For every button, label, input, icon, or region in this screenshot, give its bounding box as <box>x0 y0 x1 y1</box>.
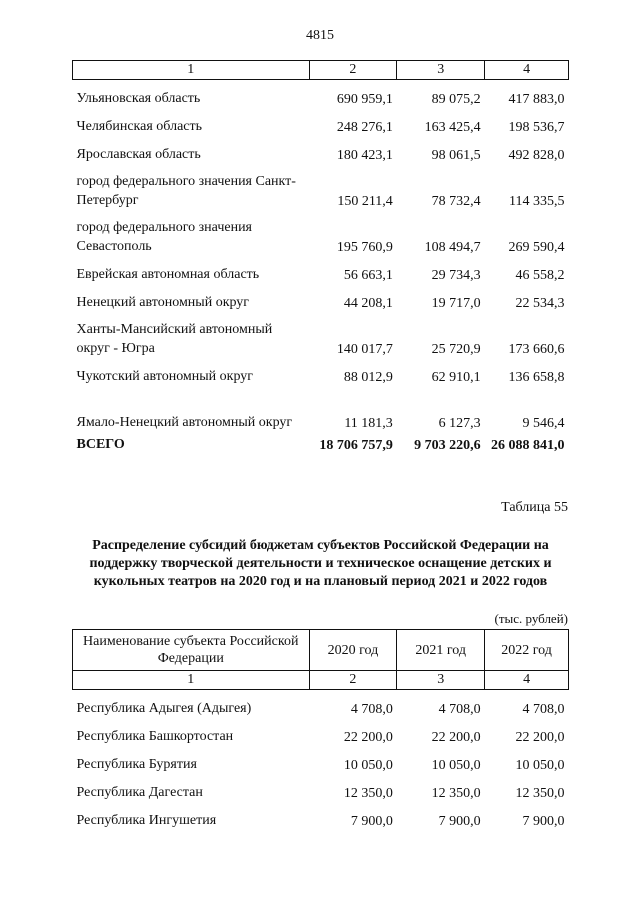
value-2021: 62 910,1 <box>431 370 481 385</box>
value-2022: 46 558,2 <box>515 268 565 283</box>
value-2022: 7 900,0 <box>522 814 565 829</box>
region-name: Челябинская область <box>76 119 202 134</box>
region-name: Чукотский автономный округ <box>76 369 254 384</box>
total-row <box>73 432 569 454</box>
value-2021: 22 200,0 <box>431 730 481 745</box>
column-number: 3 <box>397 61 485 80</box>
column-number: 1 <box>73 671 310 690</box>
value-2020: 10 050,0 <box>343 758 393 773</box>
value-2022: 417 883,0 <box>508 92 565 107</box>
table-row <box>73 136 569 164</box>
table-row <box>73 802 569 830</box>
value-2022: 22 534,3 <box>515 296 565 311</box>
table-row <box>73 690 569 719</box>
value-2022: 198 536,7 <box>508 120 565 135</box>
column-number: 3 <box>397 671 485 690</box>
value-2020: 56 663,1 <box>343 268 393 283</box>
value-2020: 4 708,0 <box>350 702 393 717</box>
header-region: Наименование субъекта Российской Федерации <box>73 630 310 671</box>
table-row <box>73 312 569 358</box>
table-row <box>73 80 569 109</box>
header-2020: 2020 год <box>309 630 397 671</box>
table-bottom <box>72 629 569 830</box>
value-2021: 12 350,0 <box>431 786 481 801</box>
value-2022: 10 050,0 <box>515 758 565 773</box>
value-2020: 690 959,1 <box>336 92 393 107</box>
region-name: Ханты-Мансийский автономный округ - Югра <box>76 322 273 356</box>
value-2020: 44 208,1 <box>343 296 393 311</box>
value-2022: 4 708,0 <box>522 702 565 717</box>
table-title: Распределение субсидий бюджетам субъектов Российской Федерации на поддержку творческой деятельности и техническое оснащение детских и кукольных театров на 2020 год и на плановый период 2021 и 2022 годов <box>89 538 552 589</box>
total-2022: 26 088 841,0 <box>491 438 565 453</box>
table-row <box>73 108 569 136</box>
value-2021: 6 127,3 <box>438 416 481 431</box>
column-number-row <box>73 61 569 80</box>
value-2020: 140 017,7 <box>336 342 393 357</box>
region-name: Ульяновская область <box>76 91 201 106</box>
table-row <box>73 358 569 386</box>
table-row <box>73 210 569 256</box>
region-name: Ямало-Ненецкий автономный округ <box>76 415 293 430</box>
value-2021: 19 717,0 <box>431 296 481 311</box>
total-label: ВСЕГО <box>76 437 125 452</box>
value-2021: 4 708,0 <box>438 702 481 717</box>
value-2021: 7 900,0 <box>438 814 481 829</box>
table-row <box>73 164 569 210</box>
region-name: город федерального значения Севастополь <box>76 220 252 254</box>
value-2022: 136 658,8 <box>508 370 565 385</box>
value-2022: 12 350,0 <box>515 786 565 801</box>
column-number: 2 <box>309 671 397 690</box>
value-2022: 269 590,4 <box>508 240 565 255</box>
value-2020: 180 423,1 <box>336 148 393 163</box>
column-number: 1 <box>73 61 310 80</box>
total-2020: 18 706 757,9 <box>319 438 393 453</box>
region-name: Ненецкий автономный округ <box>76 295 250 310</box>
value-2021: 10 050,0 <box>431 758 481 773</box>
table-label: Таблица 55 <box>501 500 568 515</box>
table-row <box>73 386 569 432</box>
value-2022: 173 660,6 <box>508 342 565 357</box>
header-row <box>73 630 569 671</box>
value-2020: 150 211,4 <box>337 194 393 209</box>
value-2020: 7 900,0 <box>350 814 393 829</box>
header-2022: 2022 год <box>485 630 569 671</box>
value-2021: 98 061,5 <box>431 148 481 163</box>
value-2021: 78 732,4 <box>431 194 481 209</box>
page-number: 4815 <box>306 28 334 43</box>
value-2022: 9 546,4 <box>522 416 565 431</box>
column-number-row <box>73 671 569 690</box>
units-label: (тыс. рублей) <box>494 611 568 626</box>
region-name: Еврейская автономная область <box>76 267 260 282</box>
value-2021: 29 734,3 <box>431 268 481 283</box>
value-2020: 11 181,3 <box>344 416 393 431</box>
table-top <box>72 60 569 454</box>
value-2021: 163 425,4 <box>424 120 481 135</box>
table-row <box>73 718 569 746</box>
table-row <box>73 256 569 284</box>
value-2020: 195 760,9 <box>336 240 393 255</box>
region-name: Республика Дагестан <box>76 785 203 800</box>
column-number: 4 <box>485 671 569 690</box>
value-2021: 108 494,7 <box>424 240 481 255</box>
value-2020: 22 200,0 <box>343 730 393 745</box>
region-name: Ярославская область <box>76 147 201 162</box>
header-2021: 2021 год <box>397 630 485 671</box>
column-number: 4 <box>485 61 569 80</box>
value-2020: 248 276,1 <box>336 120 393 135</box>
value-2022: 114 335,5 <box>509 194 565 209</box>
value-2022: 492 828,0 <box>508 148 565 163</box>
value-2021: 25 720,9 <box>431 342 481 357</box>
value-2022: 22 200,0 <box>515 730 565 745</box>
region-name: Республика Ингушетия <box>76 813 217 828</box>
table-row <box>73 284 569 312</box>
region-name: Республика Башкортостан <box>76 729 234 744</box>
column-number: 2 <box>309 61 397 80</box>
value-2020: 12 350,0 <box>343 786 393 801</box>
region-name: город федерального значения Санкт-Петербург <box>76 174 296 208</box>
total-2021: 9 703 220,6 <box>414 438 481 453</box>
table-row <box>73 774 569 802</box>
value-2020: 88 012,9 <box>343 370 393 385</box>
region-name: Республика Адыгея (Адыгея) <box>76 701 252 716</box>
region-name: Республика Бурятия <box>76 757 197 772</box>
table-row <box>73 746 569 774</box>
value-2021: 89 075,2 <box>431 92 481 107</box>
